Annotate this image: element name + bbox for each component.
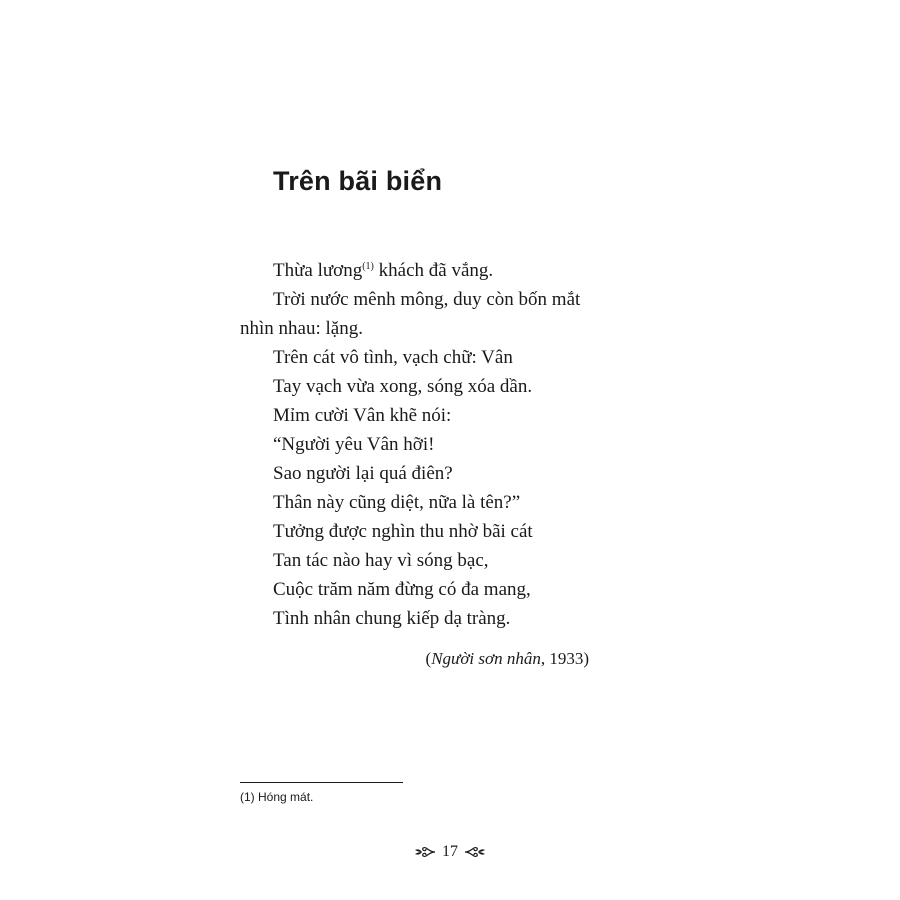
poem-line-5: Tay vạch vừa xong, sóng xóa dần.	[273, 376, 533, 397]
poem-body	[240, 256, 620, 633]
page-folio	[0, 840, 900, 864]
poem-line-3: nhìn nhau: lặng.	[240, 318, 363, 339]
poem-source: (Người sơn nhân, 1933)	[425, 649, 589, 668]
floral-ornament-icon	[464, 845, 486, 859]
poem-line-6: Mỉm cười Vân khẽ nói:	[273, 405, 452, 426]
poem-line-13: Tình nhân chung kiếp dạ tràng.	[273, 608, 511, 629]
poem-line-12: Cuộc trăm năm đừng có đa mang,	[273, 579, 531, 600]
footnote-text: (1) Hóng mát.	[240, 790, 314, 804]
poem-line-11: Tan tác nào hay vì sóng bạc,	[273, 550, 489, 571]
source-work-title: Người sơn nhân	[431, 649, 541, 668]
poem-line-4: Trên cát vô tình, vạch chữ: Vân	[273, 347, 513, 368]
footnote-reference[interactable]: (1)	[362, 261, 374, 272]
floral-ornament-icon	[414, 845, 436, 859]
poem-line-9: Thân này cũng diệt, nữa là tên?”	[273, 492, 521, 513]
poem-line-7: “Người yêu Vân hỡi!	[273, 434, 435, 455]
poem-line-8: Sao người lại quá điên?	[273, 463, 453, 484]
poem-line-1: Thừa lương$^{(1)}$ khách đã vắng.	[273, 260, 494, 281]
poem-line-2: Trời nước mênh mông, duy còn bốn mắt	[273, 289, 581, 310]
poem-title: Trên bãi biển	[273, 166, 443, 196]
poem-line-10: Tưởng được nghìn thu nhờ bãi cát	[273, 521, 533, 542]
footnote-divider	[240, 782, 403, 783]
page-number: 17	[442, 843, 458, 860]
